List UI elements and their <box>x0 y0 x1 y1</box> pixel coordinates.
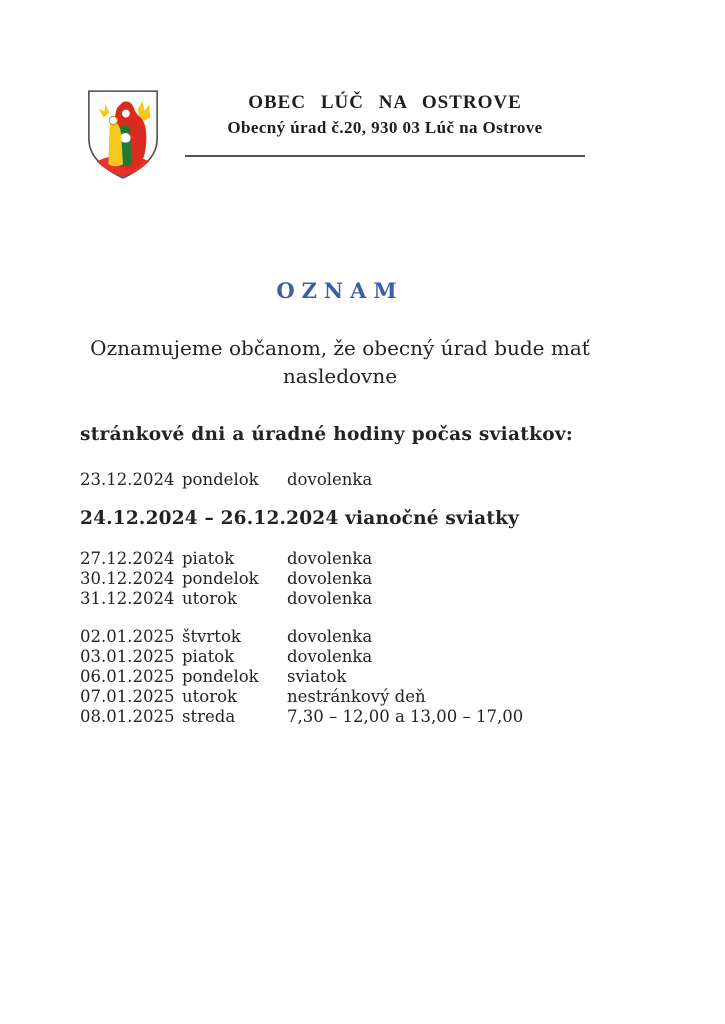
row-status: sviatok <box>287 667 347 686</box>
row-status: dovolenka <box>287 549 373 568</box>
row-status: dovolenka <box>287 470 373 489</box>
row-status: nestránkový deň <box>287 687 426 706</box>
municipality-name: OBEC LÚČ NA OSTROVE <box>248 92 522 113</box>
row-day: pondelok <box>182 569 259 588</box>
row-day: utorok <box>182 687 238 706</box>
row-date: 31.12.2024 <box>80 589 175 608</box>
row-date: 03.01.2025 <box>80 647 175 666</box>
row-date: 02.01.2025 <box>80 627 175 646</box>
schedule-row <box>80 647 600 667</box>
row-date: 08.01.2025 <box>80 707 175 726</box>
schedule-row <box>80 707 600 727</box>
row-status: dovolenka <box>287 589 373 608</box>
municipality-address: Obecný úrad č.20, 930 03 Lúč na Ostrove <box>227 118 543 137</box>
holiday-range: 24.12.2024 – 26.12.2024 vianočné sviatky <box>80 508 520 529</box>
schedule-row <box>80 569 600 589</box>
notice-intro: Oznamujeme občanom, že obecný úrad bude mať nasledovne <box>90 336 590 388</box>
schedule-group-3 <box>80 627 600 727</box>
row-day: utorok <box>182 589 238 608</box>
schedule-group-2 <box>80 549 600 609</box>
row-status: 7,30 – 12,00 a 13,00 – 17,00 <box>287 707 524 726</box>
row-day: štvrtok <box>182 627 241 646</box>
row-status: dovolenka <box>287 627 373 646</box>
row-day: piatok <box>182 647 235 666</box>
notice-body <box>80 278 600 727</box>
row-date: 27.12.2024 <box>80 549 175 568</box>
schedule-row <box>80 667 600 687</box>
row-day: pondelok <box>182 667 259 686</box>
row-status: dovolenka <box>287 569 373 588</box>
schedule-group-1 <box>80 470 600 490</box>
schedule-row <box>80 687 600 707</box>
row-date: 23.12.2024 <box>80 470 175 489</box>
schedule-row <box>80 627 600 647</box>
schedule-row <box>80 549 600 569</box>
row-day: streda <box>182 707 236 726</box>
row-date: 07.01.2025 <box>80 687 175 706</box>
row-date: 06.01.2025 <box>80 667 175 686</box>
letterhead <box>185 90 585 157</box>
row-date: 30.12.2024 <box>80 569 175 588</box>
schedule-heading: stránkové dni a úradné hodiny počas sviatkov: <box>80 424 574 445</box>
row-day: pondelok <box>182 470 259 489</box>
schedule-row <box>80 589 600 609</box>
schedule-row <box>80 470 600 490</box>
row-status: dovolenka <box>287 647 373 666</box>
municipal-coat-of-arms-icon <box>84 88 162 182</box>
row-day: piatok <box>182 549 235 568</box>
notice-title: OZNAM <box>276 278 404 303</box>
